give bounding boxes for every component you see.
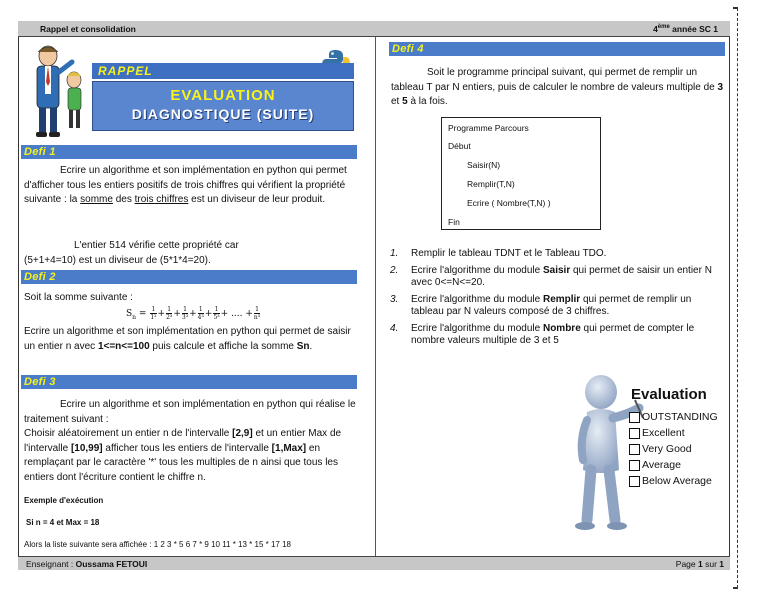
teacher-illustration-icon — [22, 42, 92, 142]
footer-teacher: Enseignant : Oussama FETOUI — [26, 559, 148, 569]
defi4-statement: Soit le programme principal suivant, qui permet de remplir un tableau T par N entiers, puis de calculer le nombre de valeurs multiple de 3 et 5 à la fois. — [391, 67, 724, 107]
defi3-example-input: Si n = 4 et Max = 18 — [26, 518, 100, 527]
defi2-statement: Ecrire un algorithme et son implémentation en python qui permet de saisir un entier n avec 1<=n<=100 puis calcule et affiche la somme Sn. — [24, 326, 351, 352]
step-item: 2. Ecrire l'algorithme du module Saisir qui permet de saisir un entier N avec 0<=N<=20. — [390, 264, 712, 288]
banner-title-diagnostique: DIAGNOSTIQUE (SUITE) — [131, 106, 315, 122]
column-divider — [375, 37, 376, 565]
header-title: Rappel et consolidation — [40, 24, 136, 34]
evaluation-option: Very Good — [629, 443, 692, 455]
cut-line-tick-bottom — [733, 587, 738, 589]
banner-rappel: RAPPEL — [92, 63, 354, 79]
evaluation-title: Evaluation — [631, 386, 707, 403]
page-header — [18, 21, 730, 37]
defi3-example-title: Exemple d'exécution — [24, 496, 104, 505]
title-banner — [92, 63, 354, 133]
defi2-intro: Soit la somme suivante : — [24, 292, 133, 303]
banner-title-evaluation: EVALUATION — [170, 87, 276, 104]
defi1-heading: Defi 1 — [21, 145, 357, 159]
algo-line: Programme Parcours — [448, 123, 529, 133]
header-class: 4ème année SC 1 — [653, 24, 718, 34]
defi3-example-result: Alors la liste suivante sera affichée : 1 2 3 * 5 6 7 * 9 10 11 * 13 * 15 * 17 18 — [24, 540, 291, 549]
footer-page-number: Page 1 sur 1 — [675, 559, 724, 569]
cut-line-tick-top — [733, 7, 738, 9]
defi4-heading: Defi 4 — [389, 42, 725, 56]
checkbox-icon — [629, 476, 640, 487]
defi4-steps — [390, 248, 725, 352]
evaluation-option: Average — [629, 459, 681, 471]
algo-line: Ecrire ( Nombre(T,N) ) — [467, 198, 551, 208]
algo-line: Remplir(T,N) — [467, 179, 515, 189]
defi3-heading: Defi 3 — [21, 375, 357, 389]
checkbox-icon — [629, 444, 640, 455]
checkbox-icon — [629, 460, 640, 471]
evaluation-graphic — [565, 370, 725, 540]
checkbox-icon — [629, 428, 640, 439]
checkbox-icon — [629, 412, 640, 423]
defi2-heading: Defi 2 — [21, 270, 357, 284]
defi1-statement: Ecrire un algorithme et son implémentation en python qui permet d'afficher tous les entiers positifs de trois chiffres qui vérifient la propriété suivante : la somme des trois chiffres est un diviseur de leur produit. — [24, 165, 347, 205]
defi3-statement: Choisir aléatoirement un entier n de l'intervalle [2,9] et un entier Max de l'intervalle [10,99] afficher tous les entiers de l'intervalle [1,Max] en remplaçant par le caractère '*' tous les multiples de n ainsi que tous les entiers dont l'écriture contient le chiffre n. — [24, 428, 342, 483]
evaluation-option: Below Average — [629, 475, 712, 487]
algo-line: Fin — [448, 217, 460, 227]
defi3-intro: Ecrire un algorithme et son implémentation en python qui réalise le traitement suivant : — [24, 399, 356, 425]
defi2-formula: $S_n$ = $\frac{1}{\text{1²}}$ + $\frac{1}{\text{2³}}$ + $\frac{1}{\text{3³}}$ + $\frac{1}{\text{4³}}$ + $\frac{1}{\text{5³}}$ + .... + $\frac{1}{\text{n³}}$ — [126, 306, 261, 321]
banner-title-box — [92, 81, 354, 131]
step-item: 3. Ecrire l'algorithme du module Remplir qui permet de remplir un tableau par N valeurs composé de 3 chiffres. — [390, 293, 692, 317]
defi1-example-detail: (5+1+4=10) est un diviseur de (5*1*4=20). — [24, 255, 211, 266]
evaluation-option: OUTSTANDING — [629, 411, 718, 423]
algo-line: Début — [448, 141, 471, 151]
evaluation-option: Excellent — [629, 427, 685, 439]
algorithm-box — [441, 117, 601, 230]
page-footer — [18, 556, 730, 570]
step-item: 4. Ecrire l'algorithme du module Nombre qui permet de compter le nombre valeurs multiple de 3 et 5 — [390, 322, 695, 346]
algo-line: Saisir(N) — [467, 160, 501, 170]
step-item: 1. Remplir le tableau TDNT et le Tableau TDO. — [390, 248, 607, 259]
cut-line — [737, 8, 738, 588]
defi1-example: L'entier 514 vérifie cette propriété car — [74, 240, 239, 251]
